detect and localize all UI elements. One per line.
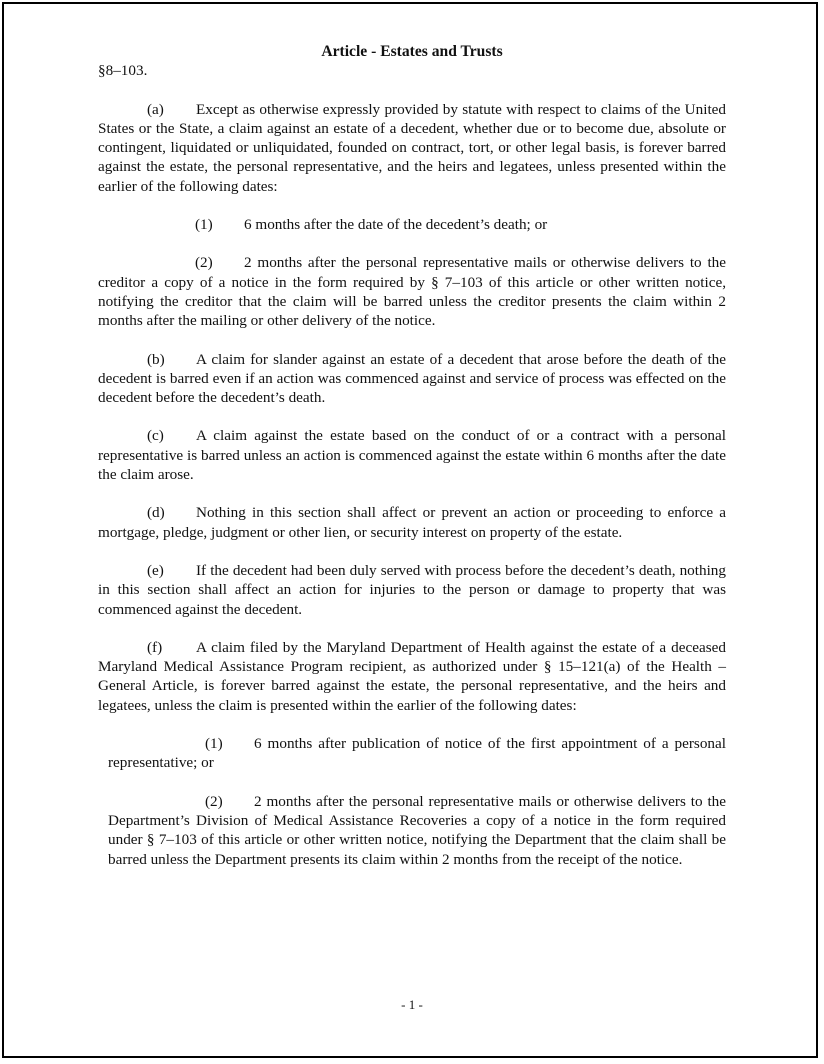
paragraph-text: A claim against the estate based on the conduct of or a contract with a personal representative is barred unless an action is commenced against the estate within 6 months after the date the claim arose. [98,427,726,484]
paragraph-text: 2 months after the personal representative mails or otherwise delivers to the Department’s Division of Medical Assistance Recoveries a copy of a notice in the form required under § 7–103 of this article or other written notice, notifying the Department that the claim shall be barred unless the Department presents its claim within 2 months from the receipt of the notice. [108,792,726,868]
paragraph-text: A claim filed by the Maryland Department of Health against the estate of a deceased Maryland Medical Assistance Program recipient, as authorized under § 15–121(a) of the Health – General Article, is forever barred against the estate, the personal representative, and the heirs and legatees, unless the claim is presented within the earlier of the following dates: [98,638,726,714]
paragraph-a [98,100,726,196]
paragraph-label: (d) [147,504,165,522]
paragraph-label: (f) [147,638,163,656]
paragraph-text: 6 months after the date of the decedent’s death; or [244,216,548,234]
paragraph-text: Nothing in this section shall affect or prevent an action or proceeding to enforce a mortgage, pledge, judgment or other lien, or security interest on property of the estate. [98,504,726,541]
paragraph-label: (1) [195,216,213,234]
paragraph-label: (1) [205,735,223,753]
paragraph-c [98,426,726,484]
paragraph-text: Except as otherwise expressly provided by statute with respect to claims of the United States or the State, a claim against an estate of a decedent, whether due or to become due, absolute or contingent, liquidated or unliquidated, founded on contract, tort, or other legal basis, is forever barred against the estate, the personal representative, and the heirs and legatees, unless presented within the earlier of the following dates: [98,100,726,195]
subparagraph-a1 [98,215,726,234]
paragraph-label: (e) [147,561,164,579]
paragraph-d [98,503,726,542]
paragraph-label: (2) [205,792,223,810]
subparagraph-f2 [108,792,726,869]
paragraph-b [98,350,726,408]
section-number: §8–103. [98,62,148,80]
paragraph-text: A claim for slander against an estate of a decedent that arose before the death of the decedent is barred even if an action was commenced against and service of process was effected on the decedent before the decedent’s death. [98,350,726,407]
subparagraph-f1 [108,734,726,773]
page-number: - 1 - [401,997,423,1012]
paragraph-label: (b) [147,350,165,368]
subparagraph-a2 [98,253,726,330]
paragraph-f [98,638,726,715]
paragraph-text: 6 months after publication of notice of the first appointment of a personal representative; or [108,735,726,772]
paragraph-text: 2 months after the personal representative mails or otherwise delivers to the creditor a copy of a notice in the form required by § 7–103 of this article or other written notice, notifying the creditor that the claim will be barred unless the creditor presents the claim within 2 months after the mailing or other delivery of the notice. [98,254,726,330]
paragraph-label: (a) [147,100,164,118]
paragraph-text: If the decedent had been duly served with process before the decedent’s death, nothing in this section shall affect an action for injuries to the person or damage to property that was commenced against the decedent. [98,561,726,618]
document-title: Article - Estates and Trusts [321,43,503,60]
paragraph-label: (2) [195,254,213,272]
paragraph-e [98,561,726,619]
paragraph-label: (c) [147,427,164,445]
document-body [98,42,726,869]
